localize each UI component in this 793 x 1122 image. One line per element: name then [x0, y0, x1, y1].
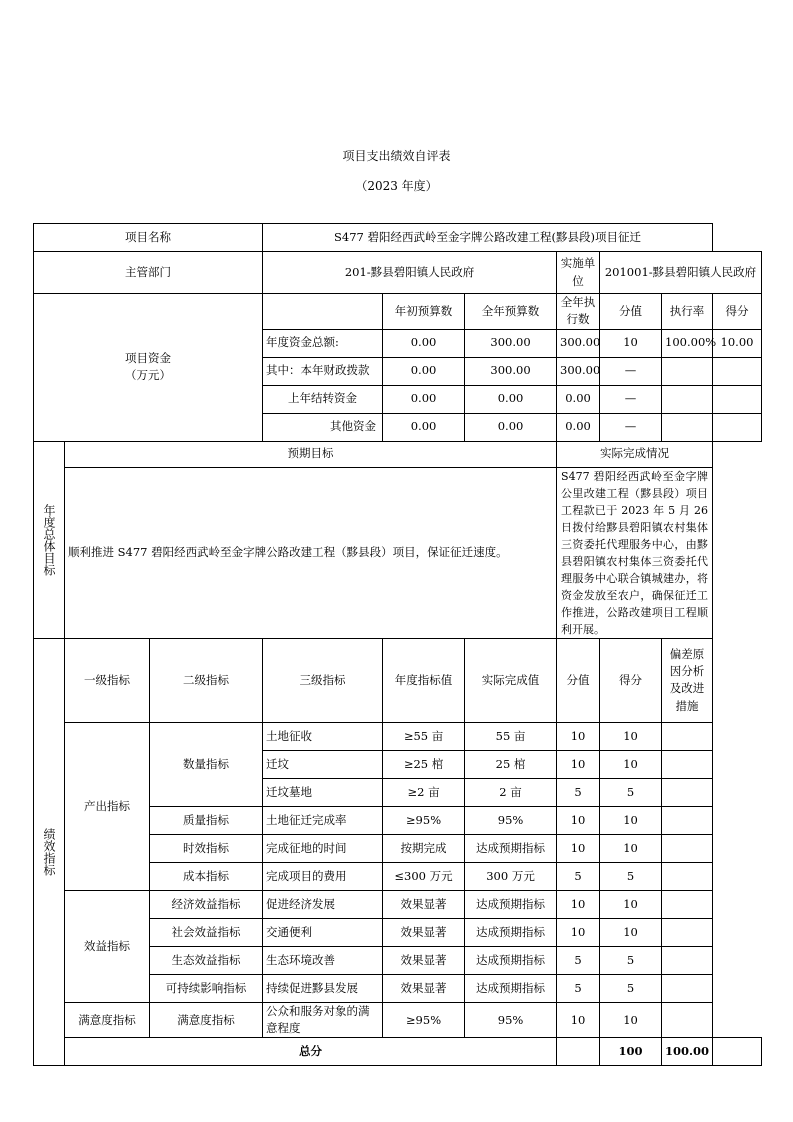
funds-header: 年初预算数 — [383, 294, 465, 330]
indicator-actual: 95% — [465, 1002, 557, 1038]
funds-header: 全年预算数 — [465, 294, 557, 330]
indicator-score: 5 — [600, 862, 662, 890]
funds-cell: 0.00 — [383, 329, 465, 357]
indicator-score: 10 — [600, 890, 662, 918]
funds-cell: 0.00 — [465, 413, 557, 441]
indicator-l2: 社会效益指标 — [150, 918, 263, 946]
funds-cell: 300.00 — [465, 357, 557, 385]
funds-cell — [662, 385, 713, 413]
indicator-l3: 公众和服务对象的满意程度 — [263, 1002, 383, 1038]
funds-cell: — — [600, 357, 662, 385]
indicator-deviation — [662, 834, 713, 862]
indicator-target: 效果显著 — [383, 974, 465, 1002]
indicator-weight: 10 — [557, 890, 600, 918]
indicator-actual: 2 亩 — [465, 778, 557, 806]
indicator-deviation — [662, 890, 713, 918]
indicator-l3: 土地征迁完成率 — [263, 806, 383, 834]
header-weight: 分值 — [557, 638, 600, 722]
indicator-weight: 5 — [557, 946, 600, 974]
indicator-deviation — [662, 1002, 713, 1038]
header-score: 得分 — [600, 638, 662, 722]
indicator-target: 效果显著 — [383, 890, 465, 918]
expected-text: 顺利推进 S477 碧阳经西武岭至金字牌公路改建工程（黟县段）项目，保证征迁速度。 — [65, 467, 557, 638]
funds-label-cell — [34, 294, 263, 442]
indicators-label: 绩效指标 — [34, 638, 65, 1066]
indicator-deviation — [662, 974, 713, 1002]
indicator-deviation — [662, 918, 713, 946]
indicator-actual: 达成预期指标 — [465, 890, 557, 918]
total-label: 总分 — [65, 1038, 557, 1066]
total-score: 100.00 — [662, 1038, 713, 1066]
indicator-target: ≥2 亩 — [383, 778, 465, 806]
indicator-target: ≤300 万元 — [383, 862, 465, 890]
funds-cell — [713, 385, 762, 413]
indicator-weight: 5 — [557, 778, 600, 806]
indicator-l3: 完成项目的费用 — [263, 862, 383, 890]
page-title: 项目支出绩效自评表 — [342, 149, 451, 163]
indicator-target: ≥95% — [383, 806, 465, 834]
indicator-weight: 5 — [557, 974, 600, 1002]
funds-label: 项目资金 — [125, 351, 172, 365]
funds-row-name: 其中：本年财政拨款 — [263, 357, 383, 385]
expected-header: 预期目标 — [65, 441, 557, 467]
indicator-l2: 生态效益指标 — [150, 946, 263, 974]
group-satisfaction: 满意度指标 — [65, 1002, 150, 1038]
indicator-l2: 质量指标 — [150, 806, 263, 834]
actual-text: S477 碧阳经西武岭至金字牌公里改建工程（黟县段）项目工程款已于 2023 年 5 月 26 日拨付给黟县碧阳镇农村集体三资委托代理服务中心，由黟县碧阳镇农村集体三资委托代理服务中心联合镇城建办，将资金发放至农户，确保征迁工作推进，公路改建项目工程顺利开展。 — [557, 467, 713, 638]
indicator-l2: 成本指标 — [150, 862, 263, 890]
indicator-l2: 经济效益指标 — [150, 890, 263, 918]
indicator-l3: 迁坟墓地 — [263, 778, 383, 806]
indicator-l3: 迁坟 — [263, 750, 383, 778]
funds-cell: 0.00 — [557, 385, 600, 413]
funds-cell: 300.00 — [557, 357, 600, 385]
funds-cell: 0.00 — [557, 413, 600, 441]
group-benefit: 效益指标 — [65, 890, 150, 1002]
funds-cell: 10.00 — [713, 329, 762, 357]
indicator-score: 5 — [600, 974, 662, 1002]
dept-value: 201-黟县碧阳镇人民政府 — [263, 252, 557, 294]
indicator-l3: 生态环境改善 — [263, 946, 383, 974]
indicator-target: ≥25 棺 — [383, 750, 465, 778]
funds-cell: 10 — [600, 329, 662, 357]
total-blank — [557, 1038, 600, 1066]
funds-header: 分值 — [600, 294, 662, 330]
funds-cell: 0.00 — [383, 385, 465, 413]
indicator-weight: 10 — [557, 722, 600, 750]
header-actual: 实际完成值 — [465, 638, 557, 722]
funds-header: 得分 — [713, 294, 762, 330]
funds-cell: 300.00 — [465, 329, 557, 357]
indicator-deviation — [662, 806, 713, 834]
indicator-deviation — [662, 750, 713, 778]
funds-header-blank — [263, 294, 383, 330]
funds-cell — [713, 357, 762, 385]
indicator-l3: 促进经济发展 — [263, 890, 383, 918]
header-level3: 三级指标 — [263, 638, 383, 722]
funds-unit: （万元） — [125, 368, 172, 383]
actual-header: 实际完成情况 — [557, 441, 713, 467]
indicator-target: 按期完成 — [383, 834, 465, 862]
goals-label: 年度总体目标 — [34, 441, 65, 638]
indicator-l3: 土地征收 — [263, 722, 383, 750]
indicator-deviation — [662, 946, 713, 974]
dept-label: 主管部门 — [34, 252, 263, 294]
total-deviation — [713, 1038, 762, 1066]
indicator-weight: 10 — [557, 1002, 600, 1038]
funds-cell: 0.00 — [465, 385, 557, 413]
funds-cell — [713, 413, 762, 441]
indicator-l3: 完成征地的时间 — [263, 834, 383, 862]
header-level2: 二级指标 — [150, 638, 263, 722]
indicator-score: 5 — [600, 778, 662, 806]
indicator-actual: 95% — [465, 806, 557, 834]
group-quantity: 数量指标 — [150, 722, 263, 806]
header-target: 年度指标值 — [383, 638, 465, 722]
indicator-target: ≥95% — [383, 1002, 465, 1038]
indicator-l2: 满意度指标 — [150, 1002, 263, 1038]
indicator-deviation — [662, 778, 713, 806]
indicator-actual: 300 万元 — [465, 862, 557, 890]
total-weight: 100 — [600, 1038, 662, 1066]
indicator-weight: 10 — [557, 750, 600, 778]
header-deviation: 偏差原因分析及改进措施 — [662, 638, 713, 722]
indicator-weight: 10 — [557, 918, 600, 946]
indicator-l2: 时效指标 — [150, 834, 263, 862]
indicator-l2: 可持续影响指标 — [150, 974, 263, 1002]
indicator-actual: 达成预期指标 — [465, 918, 557, 946]
indicator-score: 10 — [600, 806, 662, 834]
indicator-score: 10 — [600, 1002, 662, 1038]
indicator-score: 10 — [600, 834, 662, 862]
funds-cell — [662, 357, 713, 385]
indicator-l3: 交通便利 — [263, 918, 383, 946]
unit-value: 201001-黟县碧阳镇人民政府 — [600, 252, 762, 294]
indicator-target: 效果显著 — [383, 946, 465, 974]
funds-row-name: 年度资金总额: — [263, 329, 383, 357]
funds-cell: — — [600, 385, 662, 413]
indicator-actual: 达成预期指标 — [465, 974, 557, 1002]
indicator-weight: 10 — [557, 834, 600, 862]
funds-row-name: 上年结转资金 — [263, 385, 383, 413]
indicator-score: 10 — [600, 722, 662, 750]
group-output: 产出指标 — [65, 722, 150, 890]
page-subtitle: （2023 年度） — [355, 179, 438, 193]
indicator-actual: 25 棺 — [465, 750, 557, 778]
performance-table — [33, 223, 762, 1066]
indicator-score: 10 — [600, 750, 662, 778]
indicator-deviation — [662, 722, 713, 750]
unit-label: 实施单位 — [557, 252, 600, 294]
indicator-actual: 达成预期指标 — [465, 834, 557, 862]
funds-cell: 100.00% — [662, 329, 713, 357]
project-name-label: 项目名称 — [34, 224, 263, 252]
indicator-weight: 10 — [557, 806, 600, 834]
indicator-score: 10 — [600, 918, 662, 946]
funds-cell: 0.00 — [383, 413, 465, 441]
funds-header: 全年执行数 — [557, 294, 600, 330]
header-level1: 一级指标 — [65, 638, 150, 722]
indicator-l3: 持续促进黟县发展 — [263, 974, 383, 1002]
funds-cell: 0.00 — [383, 357, 465, 385]
funds-row-name: 其他资金 — [263, 413, 383, 441]
indicator-score: 5 — [600, 946, 662, 974]
funds-cell: 300.00 — [557, 329, 600, 357]
indicator-actual: 达成预期指标 — [465, 946, 557, 974]
indicator-target: 效果显著 — [383, 918, 465, 946]
indicator-deviation — [662, 862, 713, 890]
funds-cell — [662, 413, 713, 441]
funds-cell: — — [600, 413, 662, 441]
indicator-actual: 55 亩 — [465, 722, 557, 750]
indicator-weight: 5 — [557, 862, 600, 890]
indicator-target: ≥55 亩 — [383, 722, 465, 750]
funds-header: 执行率 — [662, 294, 713, 330]
project-name-value: S477 碧阳经西武岭至金字牌公路改建工程(黟县段)项目征迁 — [263, 224, 713, 252]
